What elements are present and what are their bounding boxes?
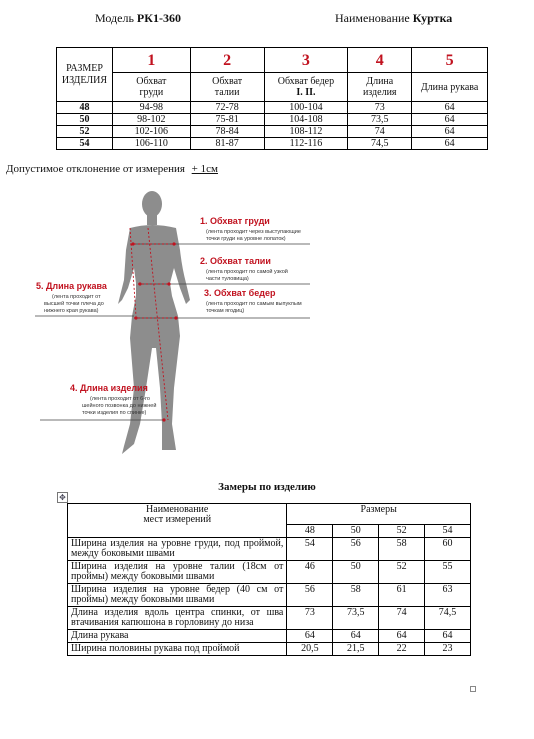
table-cell: 64 bbox=[379, 630, 425, 643]
label-length-note-2: шейного позвонка до нижней bbox=[82, 403, 157, 409]
label-hips-note-1: (лента проходит по самым выпуклым bbox=[206, 301, 302, 307]
table-cell: 64 bbox=[412, 126, 488, 138]
table-cell: 74 bbox=[379, 607, 425, 630]
table-cell: 73 bbox=[348, 102, 412, 114]
table-cell: 64 bbox=[333, 630, 379, 643]
table-row bbox=[57, 138, 488, 150]
table-cell: 60 bbox=[425, 538, 471, 561]
column-number-4: 4 bbox=[348, 48, 412, 73]
table-cell: 21,5 bbox=[333, 643, 379, 656]
row-size: 50 bbox=[57, 114, 113, 126]
tolerance-line bbox=[6, 163, 218, 175]
size-header-cell bbox=[57, 48, 113, 102]
column-number-3: 3 bbox=[264, 48, 348, 73]
label-waist-note-1: (лента проходит по самой узкой bbox=[206, 269, 288, 275]
table-cell: 20,5 bbox=[287, 643, 333, 656]
table-cell: 73 bbox=[287, 607, 333, 630]
header-hips-l1: Обхват бедер bbox=[277, 76, 335, 87]
label-waist-title: 2. Обхват талии bbox=[200, 256, 271, 266]
table-row bbox=[68, 538, 471, 561]
table-cell: 74 bbox=[348, 126, 412, 138]
table-cell: 58 bbox=[333, 584, 379, 607]
label-length-title: 4. Длина изделия bbox=[70, 383, 148, 393]
table-cell: 63 bbox=[425, 584, 471, 607]
table-cell: 64 bbox=[412, 102, 488, 114]
table-resize-handle[interactable] bbox=[470, 686, 476, 692]
size-label-2: ИЗДЕЛИЯ bbox=[61, 74, 108, 86]
label-sleeve-note-1: (лента проходит от bbox=[52, 294, 101, 300]
header-waist bbox=[190, 73, 264, 102]
garment-name-header-l1: Наименование bbox=[146, 504, 209, 515]
table-cell: 56 bbox=[287, 584, 333, 607]
label-length-note-1: (лента проходит от 6-го bbox=[90, 396, 150, 402]
label-waist-note-2: части туловища) bbox=[206, 276, 249, 282]
table-row bbox=[68, 607, 471, 630]
table-cell: 94-98 bbox=[112, 102, 190, 114]
table-cell: 22 bbox=[379, 643, 425, 656]
table-cell: 75-81 bbox=[190, 114, 264, 126]
sizes-header: Размеры bbox=[287, 504, 471, 525]
table-cell: 56 bbox=[333, 538, 379, 561]
header-length-l2: изделия bbox=[362, 87, 397, 98]
measurement-name: Ширина изделия на уровне талии (18см от проймы) между боковыми швами bbox=[68, 561, 287, 584]
label-sleeve-note-3: нижнего края рукава) bbox=[44, 308, 99, 314]
row-size: 52 bbox=[57, 126, 113, 138]
size-table bbox=[56, 47, 488, 150]
table-cell: 73,5 bbox=[348, 114, 412, 126]
name-label: Наименование bbox=[335, 11, 410, 25]
tolerance-value: + 1см bbox=[191, 163, 218, 175]
size-col-52: 52 bbox=[379, 525, 425, 538]
model-line bbox=[95, 11, 181, 26]
label-sleeve-note-2: высшей точки плеча до bbox=[44, 301, 104, 307]
header-length-l1: Длина bbox=[366, 76, 394, 87]
measurement-name: Ширина изделия на уровне бедер (40 см от проймы) между боковыми швами bbox=[68, 584, 287, 607]
table-cell: 78-84 bbox=[190, 126, 264, 138]
table-cell: 64 bbox=[287, 630, 333, 643]
garment-table bbox=[67, 503, 471, 656]
label-hips-note-2: точкам ягодиц) bbox=[206, 308, 245, 314]
tolerance-text: Допустимое отклонение от измерения bbox=[6, 163, 185, 175]
table-row bbox=[57, 126, 488, 138]
column-number-1: 1 bbox=[112, 48, 190, 73]
table-cell: 46 bbox=[287, 561, 333, 584]
table-cell: 102-106 bbox=[112, 126, 190, 138]
table-cell: 108-112 bbox=[264, 126, 348, 138]
table-cell: 81-87 bbox=[190, 138, 264, 150]
table-cell: 61 bbox=[379, 584, 425, 607]
garment-name-header-l2: мест измерений bbox=[143, 514, 212, 525]
table-cell: 58 bbox=[379, 538, 425, 561]
table-cell: 100-104 bbox=[264, 102, 348, 114]
table-cell: 64 bbox=[425, 630, 471, 643]
header-waist-l1: Обхват bbox=[212, 76, 243, 87]
table-row bbox=[68, 630, 471, 643]
model-value: РК1-360 bbox=[136, 11, 181, 25]
header-chest-l2: груди bbox=[139, 87, 164, 98]
table-cell: 106-110 bbox=[112, 138, 190, 150]
garment-name-header bbox=[68, 504, 287, 538]
table-cell: 55 bbox=[425, 561, 471, 584]
row-size: 48 bbox=[57, 102, 113, 114]
table-cell: 64 bbox=[412, 138, 488, 150]
table-cell: 98-102 bbox=[112, 114, 190, 126]
name-value: Куртка bbox=[412, 11, 453, 25]
size-label-1: РАЗМЕР bbox=[66, 62, 103, 74]
header-length bbox=[348, 73, 412, 102]
label-sleeve-title: 5. Длина рукава bbox=[36, 281, 107, 291]
table-cell: 112-116 bbox=[264, 138, 348, 150]
row-size: 54 bbox=[57, 138, 113, 150]
table-cell: 74,5 bbox=[425, 607, 471, 630]
measurement-figure bbox=[30, 188, 530, 458]
table-cell: 104-108 bbox=[264, 114, 348, 126]
header-hips bbox=[264, 73, 348, 102]
model-label: Модель bbox=[95, 11, 134, 25]
move-handle-icon[interactable]: ✥ bbox=[57, 492, 68, 503]
header-hips-l2: I. II. bbox=[296, 87, 316, 98]
table-row bbox=[68, 561, 471, 584]
header-sleeve bbox=[412, 73, 488, 102]
measurement-name: Ширина половины рукава под проймой bbox=[68, 643, 287, 656]
table-row bbox=[57, 114, 488, 126]
label-chest-note-2: точки груди на уровне лопаток) bbox=[206, 236, 286, 242]
header-waist-l2: талии bbox=[214, 87, 240, 98]
label-chest-note-1: (лента проходит через выступающие bbox=[206, 229, 301, 235]
header-chest-l1: Обхват bbox=[136, 76, 167, 87]
table-row bbox=[57, 102, 488, 114]
size-col-50: 50 bbox=[333, 525, 379, 538]
column-number-5: 5 bbox=[412, 48, 488, 73]
table-cell: 64 bbox=[412, 114, 488, 126]
table-cell: 72-78 bbox=[190, 102, 264, 114]
measurement-name: Ширина изделия на уровне груди, под проймой, между боковыми швами bbox=[68, 538, 287, 561]
table-cell: 23 bbox=[425, 643, 471, 656]
table-cell: 50 bbox=[333, 561, 379, 584]
column-number-2: 2 bbox=[190, 48, 264, 73]
header-sleeve-l1: Длина рукава bbox=[420, 81, 479, 93]
measurement-name: Длина рукава bbox=[68, 630, 287, 643]
label-chest-title: 1. Обхват груди bbox=[200, 216, 270, 226]
header-chest bbox=[112, 73, 190, 102]
table-cell: 52 bbox=[379, 561, 425, 584]
label-length-note-3: точки изделия по спинке) bbox=[82, 410, 147, 416]
table-cell: 73,5 bbox=[333, 607, 379, 630]
table-row bbox=[68, 584, 471, 607]
garment-section-title: Замеры по изделию bbox=[218, 481, 316, 493]
table-cell: 54 bbox=[287, 538, 333, 561]
label-hips-title: 3. Обхват бедер bbox=[204, 288, 276, 298]
measurement-name: Длина изделия вдоль центра спинки, от шва втачивания капюшона в горловину до низа bbox=[68, 607, 287, 630]
table-row bbox=[68, 643, 471, 656]
name-line bbox=[335, 11, 452, 26]
table-cell: 74,5 bbox=[348, 138, 412, 150]
size-col-54: 54 bbox=[425, 525, 471, 538]
size-col-48: 48 bbox=[287, 525, 333, 538]
